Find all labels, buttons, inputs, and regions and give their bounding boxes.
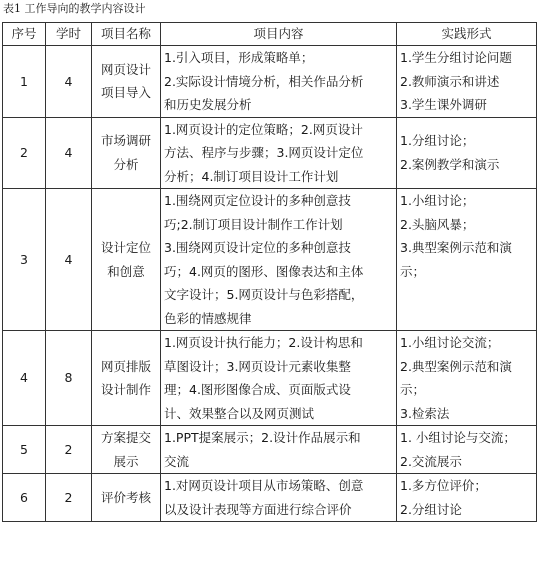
form-line: 1.分组讨论； bbox=[400, 133, 475, 149]
cell-name bbox=[92, 331, 161, 426]
content-line: 2.实际设计情境分析，相关作品分析 bbox=[164, 73, 364, 89]
table-row bbox=[3, 426, 537, 474]
form-line: 1.学生分组讨论问题 bbox=[400, 50, 512, 65]
cell-form bbox=[397, 46, 537, 118]
header-form: 实践形式 bbox=[397, 23, 537, 46]
cell-seq: 5 bbox=[3, 426, 46, 474]
form-line: 3.检索法 bbox=[400, 405, 450, 421]
form-line: 1.小组讨论交流； bbox=[400, 335, 500, 350]
content-line: 以及设计表现等方面进行综合评价 bbox=[164, 501, 352, 517]
form-line: 2.教师演示和讲述 bbox=[400, 73, 500, 89]
content-line: 1.网页设计的定位策略；2.网页设计 bbox=[164, 121, 363, 137]
cell-seq: 2 bbox=[3, 117, 46, 189]
content-line: 交流 bbox=[164, 453, 190, 469]
content-line: 巧；4.网页的图形、图像表达和主体 bbox=[164, 263, 364, 279]
name-line: 设计制作 bbox=[100, 382, 151, 397]
teaching-content-table bbox=[2, 22, 537, 522]
cell-seq: 1 bbox=[3, 46, 46, 118]
content-line: 3.围绕网页设计定位的多种创意技 bbox=[164, 240, 351, 255]
form-line: 示； bbox=[400, 263, 426, 279]
table-row bbox=[3, 331, 537, 426]
content-line: 文字设计；5.网页设计与色彩搭配， bbox=[164, 287, 364, 302]
content-line: 色彩的情感规律 bbox=[164, 310, 252, 326]
cell-seq: 6 bbox=[3, 474, 46, 522]
form-line: 2.分组讨论 bbox=[400, 501, 462, 517]
name-line: 分析 bbox=[113, 156, 139, 172]
name-line: 展示 bbox=[113, 453, 139, 469]
cell-hours: 4 bbox=[46, 189, 92, 331]
cell-content bbox=[161, 117, 397, 189]
table-caption: 表1 工作导向的教学内容设计 bbox=[3, 2, 146, 15]
table-row bbox=[3, 46, 537, 118]
table-header-row bbox=[3, 23, 537, 46]
cell-form bbox=[397, 426, 537, 474]
content-line: 1.PPT提案展示；2.设计作品展示和 bbox=[164, 430, 361, 445]
cell-form bbox=[397, 189, 537, 331]
header-name: 项目名称 bbox=[92, 23, 161, 46]
content-line: 和历史发展分析 bbox=[164, 97, 252, 112]
content-line: 草图设计；3.网页设计元素收集整 bbox=[164, 358, 351, 374]
cell-hours: 4 bbox=[46, 117, 92, 189]
form-line: 1.小组讨论； bbox=[400, 193, 475, 208]
name-line: 和创意 bbox=[107, 263, 145, 279]
content-line: 计、效果整合以及网页测试 bbox=[164, 405, 315, 421]
cell-hours: 2 bbox=[46, 426, 92, 474]
form-line: 3.学生课外调研 bbox=[400, 97, 487, 112]
name-line: 网页设计 bbox=[100, 61, 151, 77]
name-line: 设计定位 bbox=[100, 240, 151, 255]
form-line: 2.典型案例示范和演 bbox=[400, 358, 512, 374]
content-line: 1.对网页设计项目从市场策略、创意 bbox=[164, 478, 364, 493]
cell-seq: 3 bbox=[3, 189, 46, 331]
name-line: 评价考核 bbox=[100, 489, 151, 505]
form-line: 1. 小组讨论与交流； bbox=[400, 430, 516, 445]
cell-content bbox=[161, 474, 397, 522]
cell-hours: 4 bbox=[46, 46, 92, 118]
header-hours: 学时 bbox=[46, 23, 92, 46]
cell-name bbox=[92, 426, 161, 474]
cell-name bbox=[92, 117, 161, 189]
cell-content bbox=[161, 189, 397, 331]
content-line: 理；4.图形图像合成、页面版式设 bbox=[164, 382, 351, 397]
form-line: 示； bbox=[400, 382, 426, 397]
cell-content bbox=[161, 46, 397, 118]
table-row bbox=[3, 189, 537, 331]
content-line: 1.网页设计执行能力；2.设计构思和 bbox=[164, 335, 363, 350]
content-line: 巧;2.制订项目设计制作工作计划 bbox=[164, 216, 343, 232]
name-line: 项目导入 bbox=[100, 85, 151, 101]
name-line: 市场调研 bbox=[100, 133, 151, 149]
cell-name bbox=[92, 46, 161, 118]
cell-form bbox=[397, 474, 537, 522]
cell-hours: 8 bbox=[46, 331, 92, 426]
cell-form bbox=[397, 331, 537, 426]
content-line: 分析；4.制订项目设计工作计划 bbox=[164, 168, 339, 184]
cell-hours: 2 bbox=[46, 474, 92, 522]
form-line: 2.头脑风暴； bbox=[400, 216, 475, 232]
table-row bbox=[3, 474, 537, 522]
cell-seq: 4 bbox=[3, 331, 46, 426]
form-line: 2.交流展示 bbox=[400, 453, 462, 469]
name-line: 方案提交 bbox=[100, 430, 151, 445]
header-content: 项目内容 bbox=[161, 23, 397, 46]
table-row bbox=[3, 117, 537, 189]
cell-content bbox=[161, 426, 397, 474]
content-line: 1.围绕网页定位设计的多种创意技 bbox=[164, 193, 351, 208]
cell-name bbox=[92, 189, 161, 331]
content-line: 1.引入项目，形成策略单； bbox=[164, 50, 314, 65]
content-line: 方法、程序与步骤；3.网页设计定位 bbox=[164, 145, 364, 160]
header-seq: 序号 bbox=[3, 23, 46, 46]
form-line: 1.多方位评价； bbox=[400, 478, 487, 493]
form-line: 2.案例教学和演示 bbox=[400, 156, 500, 172]
form-line: 3.典型案例示范和演 bbox=[400, 240, 512, 255]
cell-content bbox=[161, 331, 397, 426]
cell-name bbox=[92, 474, 161, 522]
name-line: 网页排版 bbox=[100, 358, 151, 374]
cell-form bbox=[397, 117, 537, 189]
